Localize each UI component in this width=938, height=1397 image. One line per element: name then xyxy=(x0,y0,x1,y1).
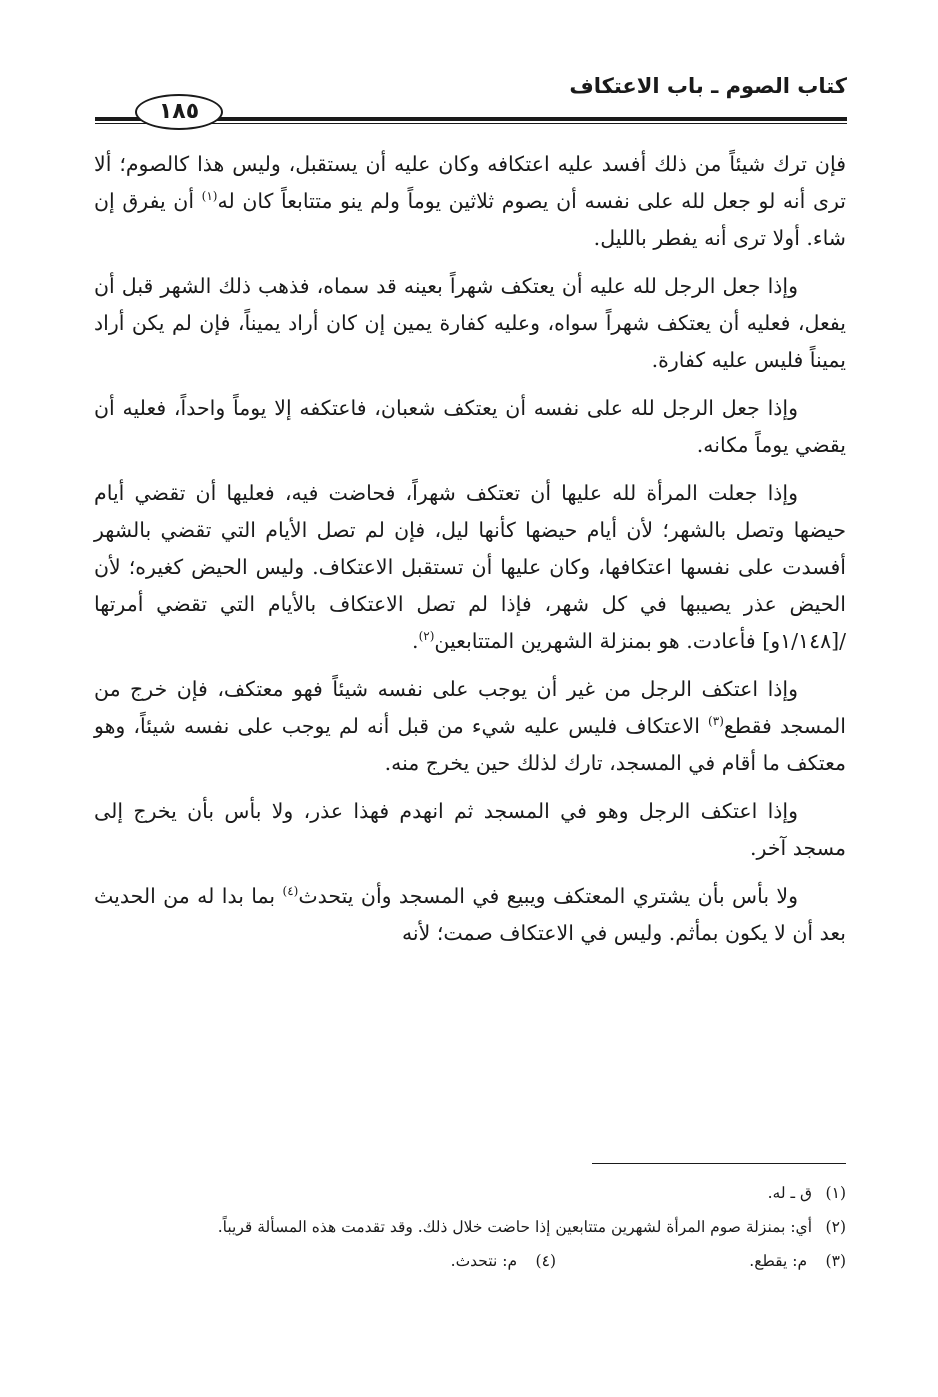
footnote-marker: (٤) xyxy=(282,884,299,899)
paragraph-text: وإذا اعتكف الرجل وهو في المسجد ثم انهدم فهذا عذر، ولا بأس بأن يخرج إلى مسجد آخر. xyxy=(94,799,846,860)
paragraph xyxy=(94,878,846,952)
body-text xyxy=(94,146,846,963)
footnote-text: ق ـ له. xyxy=(767,1184,812,1202)
footnote-separator xyxy=(592,1163,846,1164)
page-number: ١٨٥ xyxy=(135,94,223,130)
paragraph-text: أن يفرق إن شاء. أولا ترى أنه يفطر بالليل. xyxy=(94,189,846,250)
paragraph-text: ولا بأس بأن يشتري المعتكف ويبيع في المسجد وأن يتحدث xyxy=(298,884,799,908)
footnote-number: (٣) xyxy=(825,1252,846,1270)
paragraph-text: وإذا اعتكف الرجل من غير أن يوجب على نفسه شيئاً فهو معتكف، فإن خرج من المسجد فقطع xyxy=(94,677,846,738)
footnote-text: أي: بمنزلة صوم المرأة لشهرين متتابعين إذا حاضت خلال ذلك. وقد تقدمت هذه المسألة قريباً. xyxy=(217,1218,812,1236)
chapter-title: كتاب الصوم ـ باب الاعتكاف xyxy=(569,74,847,98)
footnote-1 xyxy=(94,1176,846,1210)
paragraph-text: الاعتكاف فليس عليه شيء من قبل أنه لم يوجب على نفسه شيئاً، وهو معتكف ما أقام في المسجد، تارك لذلك حين يخرج منه. xyxy=(94,714,846,775)
footnote-number: (١) xyxy=(825,1184,846,1202)
running-header xyxy=(95,72,847,132)
footnote-4 xyxy=(266,1244,556,1278)
paragraph xyxy=(94,793,846,867)
footnote-marker: (٢) xyxy=(418,629,435,644)
footnote-row xyxy=(94,1244,846,1278)
paragraph xyxy=(94,146,846,257)
paragraph-text: وإذا جعلت المرأة لله عليها أن تعتكف شهراً، فحاضت فيه، فعليها أن تقضي أيام حيضها وتصل بالشهر؛ لأن أيام حيضها كأنها ليل، فإن لم تصل الأيام التي تقضي بالشهر أفسدت على نفسها اعتكافها، وكان عليها أن تستقبل الاعتكاف. وليس الحيض كغيره؛ لأن الحيض عذر يصيبها في كل شهر، فإذا لم تصل الاعتكاف بالأيام التي تقضي أمرتها /[١/١٤٨و] فأعادت. هو بمنزلة الشهرين المتتابعين xyxy=(94,481,846,653)
footnote-number: (٤) xyxy=(535,1252,556,1270)
paragraph xyxy=(94,671,846,782)
paragraph-text: وإذا جعل الرجل لله عليه أن يعتكف شهراً بعينه قد سماه، فذهب ذلك الشهر قبل أن يفعل، فعليه أن يعتكف شهراً سواه، وعليه كفارة يمين إن كان أراد يميناً، فإن لم يكن أراد يميناً فليس عليه كفارة. xyxy=(94,274,846,372)
footnote-text: م: نتحدث. xyxy=(450,1252,518,1270)
footnote-2 xyxy=(94,1210,846,1244)
footnote-text: م: يقطع. xyxy=(749,1252,808,1270)
paragraph-text: فإن ترك شيئاً من ذلك أفسد عليه اعتكافه وكان عليه أن يستقبل، وليس هذا كالصوم؛ ألا ترى أنه لو جعل لله على نفسه أن يصوم ثلاثين يوماً ولم ينو متتابعاً كان له xyxy=(94,152,847,213)
footnote-marker: (١) xyxy=(201,189,218,204)
footnotes xyxy=(94,1176,846,1278)
footnote-3 xyxy=(556,1244,846,1278)
paragraph-text: . xyxy=(412,629,419,653)
footnote-marker: (٣) xyxy=(708,714,724,729)
paragraph-text: وإذا جعل الرجل لله على نفسه أن يعتكف شعبان، فاعتكفه إلا يوماً واحداً، فعليه أن يقضي يوماً مكانه. xyxy=(94,396,846,457)
paragraph xyxy=(94,475,846,660)
paragraph xyxy=(94,390,846,464)
footnote-number: (٢) xyxy=(825,1218,846,1236)
paragraph-text: بما بدا له من الحديث بعد أن لا يكون بمأثم. وليس في الاعتكاف صمت؛ لأنه xyxy=(94,884,846,945)
paragraph xyxy=(94,268,846,379)
